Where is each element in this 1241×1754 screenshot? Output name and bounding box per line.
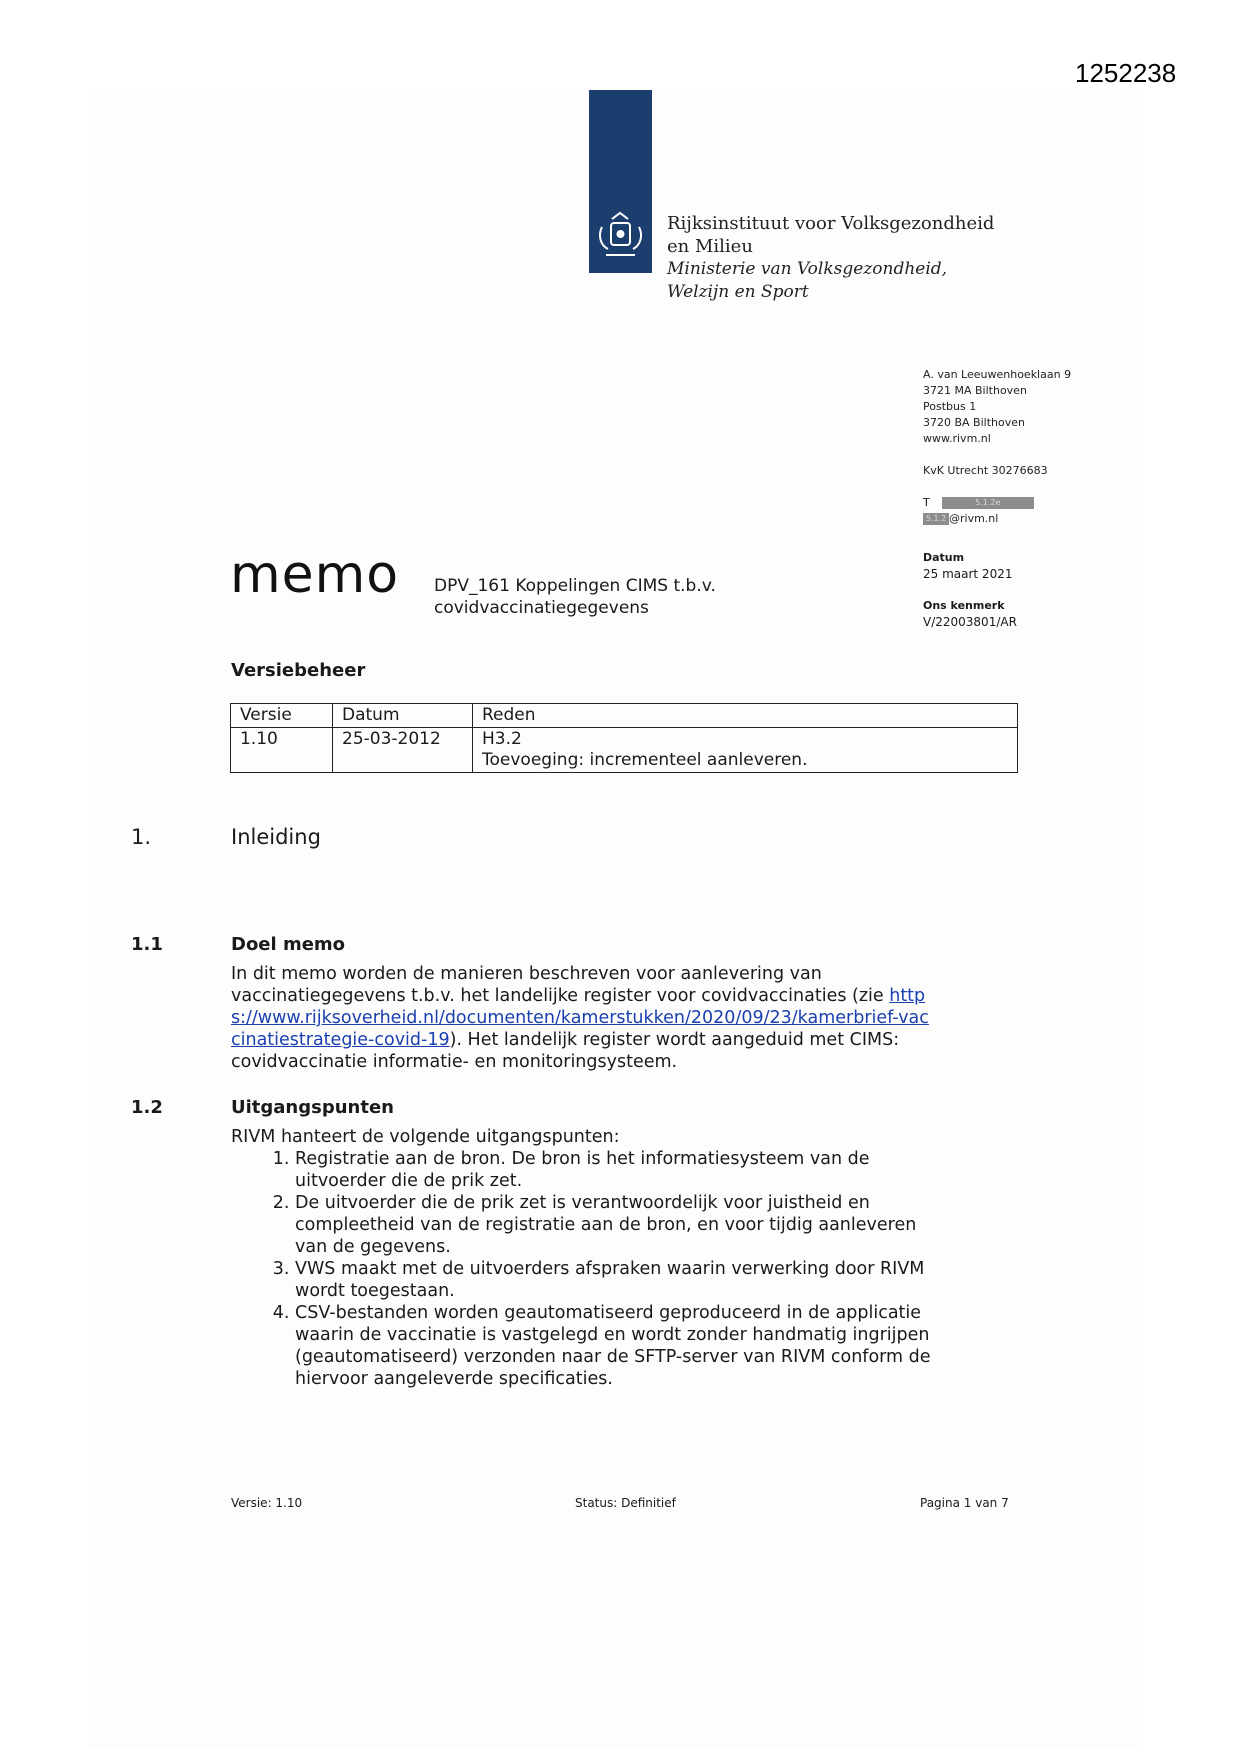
- ministry-line-2: Welzijn en Sport: [667, 282, 809, 302]
- email-suffix: @rivm.nl: [949, 512, 999, 525]
- header-reden: Reden: [473, 704, 1018, 728]
- uitgangspunten-list: [231, 1148, 935, 1390]
- section-1-title: Inleiding: [231, 825, 321, 849]
- section-1-1-title: Doel memo: [231, 934, 346, 955]
- footer-page-number: Pagina 1 van 7: [920, 1496, 1009, 1510]
- address-kvk: KvK Utrecht 30276683: [923, 464, 1048, 477]
- section-1-number: 1.: [131, 825, 152, 849]
- ministry-line-1: Ministerie van Volksgezondheid,: [667, 259, 948, 279]
- email-redaction: 5.1.2: [923, 513, 949, 525]
- coat-of-arms-icon: [592, 205, 649, 265]
- reference-label: Ons kenmerk: [923, 599, 1005, 612]
- address-pobox-city: 3720 BA Bilthoven: [923, 416, 1025, 429]
- phone-line: [923, 495, 1071, 511]
- document-id: 1252238: [1075, 58, 1177, 88]
- version-control-heading: Versiebeheer: [231, 660, 366, 681]
- section-1-2-number: 1.2: [131, 1097, 163, 1118]
- email-line: [923, 511, 1071, 527]
- date-value: 25 maart 2021: [923, 567, 1013, 581]
- phone-label: T: [923, 496, 930, 509]
- version-table: [230, 703, 1018, 773]
- header-datum: Datum: [333, 704, 473, 728]
- footer-status: Status: Definitief: [575, 1496, 676, 1510]
- section-1-2-title: Uitgangspunten: [231, 1097, 394, 1118]
- cell-reden-line-2: Toevoeging: incrementeel aanleveren.: [482, 750, 808, 770]
- section-1-1-paragraph: [231, 963, 931, 1073]
- address-postal-city: 3721 MA Bilthoven: [923, 384, 1027, 397]
- cell-reden: [473, 728, 1018, 773]
- list-item: 2. De uitvoerder die de prik zet is verantwoordelijk voor juistheid en compleetheid van de registratie aan de bron, en voor tijdig aanleveren van de gegevens.: [295, 1192, 935, 1258]
- address-street: A. van Leeuwenhoeklaan 9: [923, 368, 1072, 381]
- memo-subject-line-2: covidvaccinatiegegevens: [434, 598, 649, 618]
- memo-title: memo: [230, 545, 400, 605]
- header-versie: Versie: [231, 704, 333, 728]
- section-1-1-number: 1.1: [131, 934, 163, 955]
- address-block: [923, 367, 1071, 527]
- table-header-row: [231, 704, 1018, 728]
- phone-redaction: 5.1.2e: [942, 497, 1034, 509]
- memo-meta: [923, 550, 1017, 646]
- rijksoverheid-link[interactable]: https://www.rijksoverheid.nl/documenten/kamerstukken/2020/09/23/kamerbrief-vaccinatiestrategie-covid-19: [231, 986, 929, 1050]
- reference-value: V/22003801/AR: [923, 615, 1017, 629]
- footer-version: Versie: 1.10: [231, 1496, 303, 1510]
- memo-subject-line-1: DPV_161 Koppelingen CIMS t.b.v.: [434, 576, 716, 596]
- list-item: 3. VWS maakt met de uitvoerders afspraken waarin verwerking door RIVM wordt toegestaan.: [295, 1258, 935, 1302]
- memo-subject: [434, 575, 716, 619]
- table-row: [231, 728, 1018, 773]
- org-line-2: en Milieu: [667, 236, 753, 257]
- address-website: www.rivm.nl: [923, 432, 991, 445]
- section-1-2-intro: RIVM hanteert de volgende uitgangspunten:: [231, 1127, 620, 1147]
- cell-reden-line-1: H3.2: [482, 729, 522, 749]
- organization-name: [667, 212, 994, 304]
- date-label: Datum: [923, 551, 965, 564]
- list-item: 1. Registratie aan de bron. De bron is het informatiesysteem van de uitvoerder die de prik zet.: [295, 1148, 935, 1192]
- paragraph-text-after: ). Het landelijk register wordt aangeduid met CIMS: covidvaccinatie informatie- en monitoringsysteem.: [231, 1030, 900, 1072]
- org-line-1: Rijksinstituut voor Volksgezondheid: [667, 213, 995, 234]
- cell-datum: 25-03-2012: [333, 728, 473, 773]
- cell-versie: 1.10: [231, 728, 333, 773]
- address-pobox: Postbus 1: [923, 400, 977, 413]
- list-item: 4. CSV-bestanden worden geautomatiseerd geproduceerd in de applicatie waarin de vaccinatie is vastgelegd en wordt zonder handmatig ingrijpen (geautomatiseerd) verzonden naar de SFTP-server van RIVM conform de hiervoor aangeleverde specificaties.: [295, 1302, 935, 1390]
- paragraph-text-before: In dit memo worden de manieren beschreven voor aanlevering van vaccinatiegegevens t.b.v. het landelijke register voor covidvaccinaties (zie: [231, 964, 890, 1006]
